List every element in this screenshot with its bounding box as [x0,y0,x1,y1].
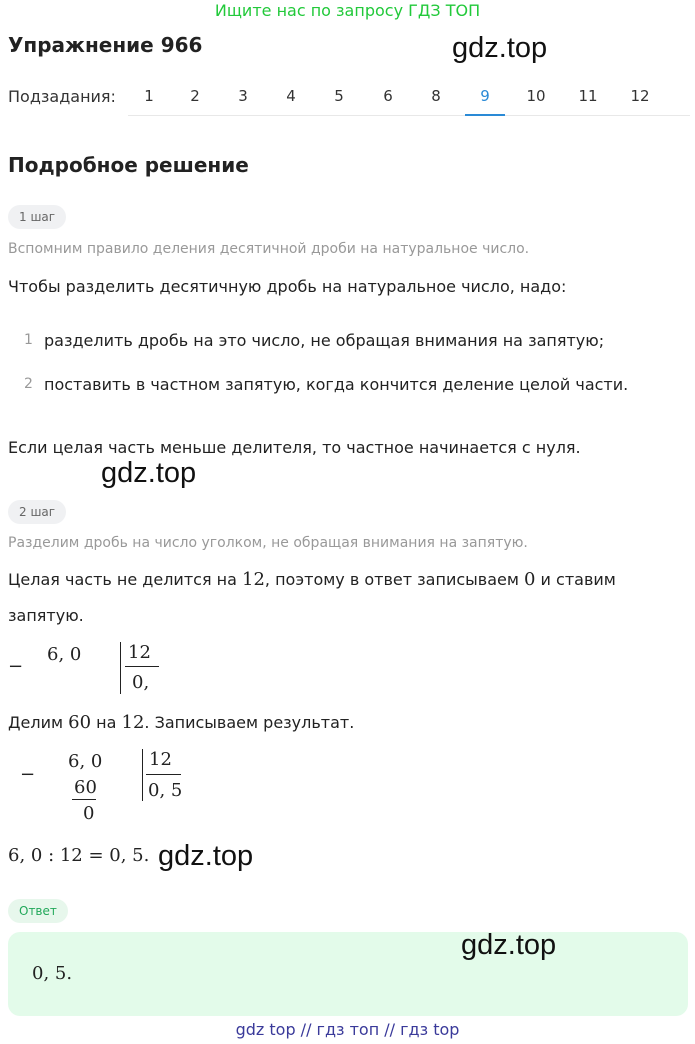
line-1-part-c: и ставим [535,570,616,589]
subtasks-label: Подзадания: [8,87,116,106]
list-number-1: 1 [24,332,33,348]
step-2-line-3 [8,712,354,733]
exercise-title: Упражнение 966 [8,33,203,57]
division-1-minus: − [8,656,24,677]
top-banner: Ищите нас по запросу ГДЗ ТОП [214,1,481,20]
division-1-divisor-line [125,666,159,667]
tab-11[interactable]: 11 [578,87,598,105]
step-1-badge: 1 шаг [8,205,66,229]
division-1-divisor: 12 [128,642,151,663]
list-number-2: 2 [24,376,33,392]
answer-badge: Ответ [8,899,68,923]
line-3-part-c: . Записываем результат. [144,713,355,732]
division-1-quotient: 0, [132,672,150,693]
list-item-1: разделить дробь на это число, не обращая внимания на запятую; [44,331,605,350]
watermark-1: gdz.top [452,32,548,64]
step-2-badge: 2 шаг [8,500,66,524]
division-2-product: 60 [74,777,97,798]
step-2-hint: Разделим дробь на число уголком, не обращая внимания на запятую. [8,535,528,551]
tab-4[interactable]: 4 [286,87,296,105]
step-2-line-2: запятую. [8,606,84,625]
division-2-divisor-line [146,774,181,775]
tab-2[interactable]: 2 [190,87,200,105]
answer-box [8,932,688,1016]
line-1-number-12: 12 [242,569,265,590]
line-3-number-60: 60 [68,712,92,733]
division-2-underline [72,799,96,800]
division-1-dividend: 6, 0 [47,644,82,665]
tab-12[interactable]: 12 [630,87,650,105]
tab-5[interactable]: 5 [334,87,344,105]
line-3-number-12: 12 [121,712,145,733]
line-3-part-a: Делим [8,713,64,732]
result-equation: 6, 0 : 12 = 0, 5. [8,845,150,866]
tabs-divider [128,115,690,116]
footer-links: gdz top // гдз топ // гдз top [235,1020,460,1039]
line-1-number-0: 0 [524,569,536,590]
line-3-part-b: на [96,713,117,732]
answer-value: 0, 5. [32,963,73,984]
step-1-note: Если целая часть меньше делителя, то частное начинается с нуля. [8,438,581,457]
line-1-part-a: Целая часть не делится на [8,570,237,589]
step-2-line-1 [8,569,616,590]
active-tab-indicator [465,114,505,116]
watermark-3: gdz.top [158,840,254,872]
division-1-bar [120,642,121,694]
division-2-dividend: 6, 0 [68,751,103,772]
tab-1[interactable]: 1 [144,87,154,105]
division-2-minus: − [20,764,36,785]
watermark-2: gdz.top [101,457,197,489]
division-2-divisor: 12 [149,749,172,770]
tab-3[interactable]: 3 [238,87,248,105]
step-1-intro: Чтобы разделить десятичную дробь на натуральное число, надо: [8,277,567,296]
division-2-remainder: 0 [83,803,95,824]
tab-10[interactable]: 10 [526,87,546,105]
solution-heading: Подробное решение [8,153,249,177]
tab-8[interactable]: 8 [431,87,441,105]
line-1-part-b: , поэтому в ответ записываем [264,570,519,589]
step-1-hint: Вспомним правило деления десятичной дроби на натуральное число. [8,241,530,257]
list-item-2: поставить в частном запятую, когда кончится деление целой части. [44,375,629,394]
watermark-4: gdz.top [461,929,557,961]
division-2-bar [142,749,143,801]
tab-6[interactable]: 6 [383,87,393,105]
tab-9[interactable]: 9 [480,87,490,105]
division-2-quotient: 0, 5 [148,780,183,801]
